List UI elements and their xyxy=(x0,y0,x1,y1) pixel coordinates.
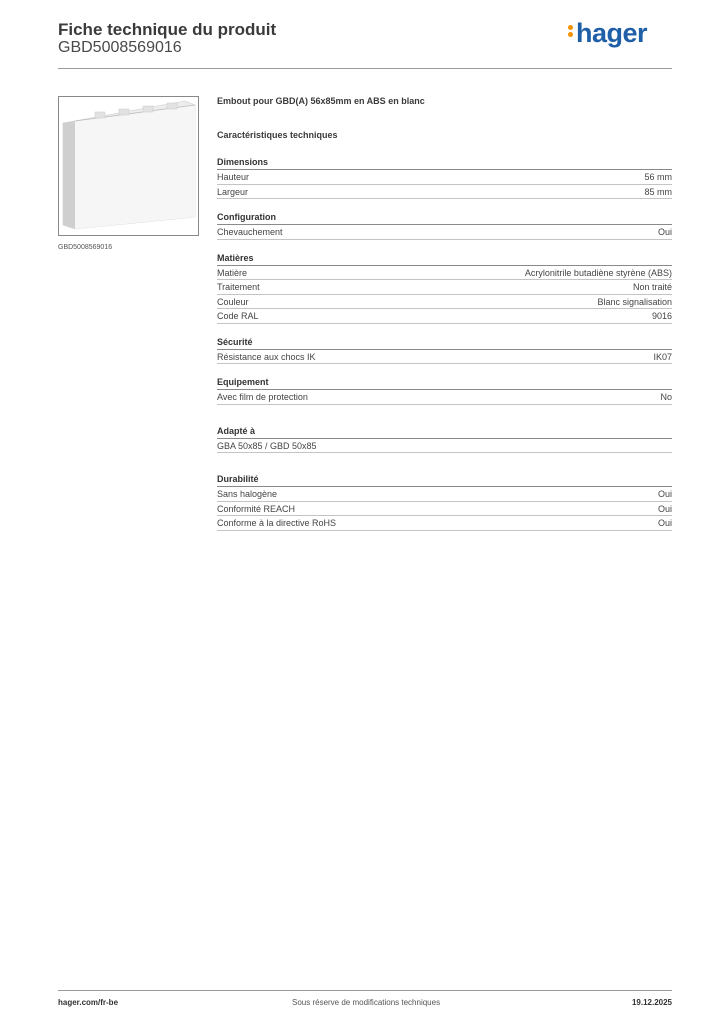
spec-content xyxy=(217,96,672,531)
page-title: Fiche technique du produit xyxy=(58,20,277,39)
footer-website-link[interactable]: hager.com/fr-be xyxy=(58,998,119,1007)
logo-dots-icon xyxy=(568,23,574,39)
section-title: Dimensions xyxy=(217,156,672,170)
spec-label: Sans halogène xyxy=(217,489,278,499)
spec-section-compatible xyxy=(217,425,672,454)
section-title: Sécurité xyxy=(217,336,672,350)
end-cap-illustration xyxy=(59,97,198,235)
spec-row xyxy=(217,439,672,454)
spec-row xyxy=(217,170,672,185)
spec-label: Matière xyxy=(217,267,248,278)
spec-section-dimensions xyxy=(217,156,672,199)
section-title: Adapté à xyxy=(217,425,672,439)
spec-row xyxy=(217,225,672,240)
spec-row xyxy=(217,487,672,502)
spec-value: Oui xyxy=(657,503,672,514)
spec-row xyxy=(217,502,672,517)
spec-label: Avec film de protection xyxy=(217,392,308,402)
section-title: Equipement xyxy=(217,376,672,390)
section-title: Configuration xyxy=(217,211,672,225)
spec-label: Chevauchement xyxy=(217,227,283,237)
specs-heading: Caractéristiques techniques xyxy=(217,130,338,140)
section-title: Matières xyxy=(217,252,672,266)
spec-label: Hauteur xyxy=(217,172,250,182)
spec-label: Résistance aux chocs IK xyxy=(217,351,316,362)
spec-label: GBA 50x85 / GBD 50x85 xyxy=(217,440,317,451)
spec-value: 85 mm xyxy=(644,186,672,197)
spec-value: 56 mm xyxy=(644,172,672,182)
spec-row xyxy=(217,185,672,200)
spec-label: Traitement xyxy=(217,282,260,292)
spec-label: Conforme à la directive RoHS xyxy=(217,518,337,528)
spec-section-sustainability xyxy=(217,473,672,531)
spec-label: Couleur xyxy=(217,296,249,307)
spec-label: Conformité REACH xyxy=(217,503,296,514)
spec-row xyxy=(217,266,672,281)
logo-text: hager xyxy=(576,18,648,48)
spec-value: Non traité xyxy=(632,282,672,292)
spec-section-security xyxy=(217,336,672,365)
spec-row xyxy=(217,516,672,531)
spec-value: Blanc signalisation xyxy=(597,296,672,307)
footer-disclaimer: Sous réserve de modifications techniques xyxy=(292,998,441,1007)
spec-value: No xyxy=(660,392,672,402)
product-image xyxy=(58,96,199,236)
image-caption: GBD5008569016 xyxy=(58,244,113,251)
spec-value: IK07 xyxy=(653,351,672,362)
spec-value: Oui xyxy=(657,227,672,237)
spec-label: Code RAL xyxy=(217,311,259,321)
spec-section-materials xyxy=(217,252,672,324)
spec-section-configuration xyxy=(217,211,672,240)
spec-row xyxy=(217,295,672,310)
footer-divider xyxy=(58,990,672,991)
spec-value: Acrylonitrile butadiène styrène (ABS) xyxy=(524,267,672,278)
spec-row xyxy=(217,309,672,324)
spec-value: Oui xyxy=(657,518,672,528)
spec-row xyxy=(217,350,672,365)
hager-logo[interactable] xyxy=(568,18,647,49)
section-title: Durabilité xyxy=(217,473,672,487)
spec-label: Largeur xyxy=(217,186,249,197)
product-description: Embout pour GBD(A) 56x85mm en ABS en blanc xyxy=(217,96,425,106)
spec-value: Oui xyxy=(657,489,672,499)
footer-date: 19.12.2025 xyxy=(631,998,672,1007)
spec-row xyxy=(217,280,672,295)
product-code: GBD5008569016 xyxy=(58,39,182,56)
header-divider xyxy=(58,68,672,69)
spec-section-equipment xyxy=(217,376,672,405)
spec-row xyxy=(217,390,672,405)
spec-value: 9016 xyxy=(651,311,672,321)
